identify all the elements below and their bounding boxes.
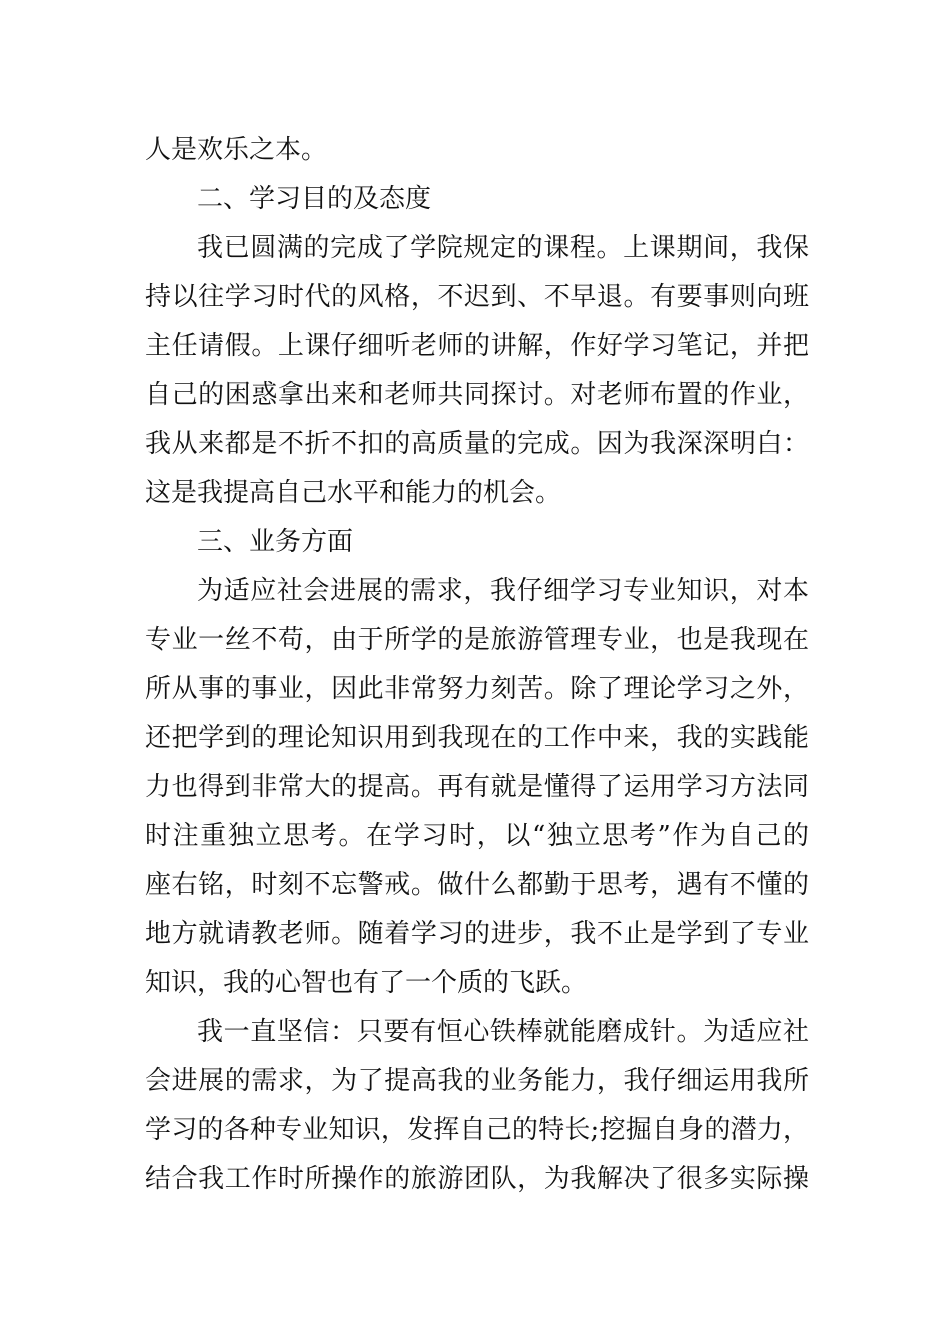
section-heading-business: 三、业务方面	[197, 527, 354, 557]
paragraph-line: 我从来都是不折不扣的高质量的完成。因为我深深明白：	[145, 429, 809, 459]
paragraph-line: 会进展的需求，为了提高我的业务能力，我仔细运用我所	[145, 1066, 809, 1096]
paragraph-line: 知识，我的心智也有了一个质的飞跃。	[145, 968, 588, 998]
paragraph-line: 学习的各种专业知识，发挥自己的特长;挖掘自身的潜力，	[145, 1115, 809, 1145]
paragraph-line: 时注重独立思考。在学习时，以“独立思考”作为自己的	[145, 821, 809, 851]
section-heading-learning-purpose: 二、学习目的及态度	[197, 184, 432, 214]
paragraph-line: 持以往学习时代的风格，不迟到、不早退。有要事则向班	[145, 282, 809, 312]
paragraph-line: 结合我工作时所操作的旅游团队，为我解决了很多实际操	[145, 1164, 809, 1194]
paragraph-line: 我一直坚信：只要有恒心铁棒就能磨成针。为适应社	[197, 1017, 809, 1047]
paragraph-line: 地方就请教老师。随着学习的进步，我不止是学到了专业	[145, 919, 809, 949]
paragraph-line: 所从事的事业，因此非常努力刻苦。除了理论学习之外，	[145, 674, 809, 704]
paragraph-line: 自己的困惑拿出来和老师共同探讨。对老师布置的作业，	[145, 380, 809, 410]
paragraph-line: 专业一丝不苟，由于所学的是旅游管理专业，也是我现在	[145, 625, 809, 655]
paragraph-line: 还把学到的理论知识用到我现在的工作中来，我的实践能	[145, 723, 809, 753]
paragraph-line: 这是我提高自己水平和能力的机会。	[145, 478, 562, 508]
paragraph-line: 为适应社会进展的需求，我仔细学习专业知识，对本	[197, 576, 809, 606]
paragraph-line: 力也得到非常大的提高。再有就是懂得了运用学习方法同	[145, 772, 809, 802]
body-text	[145, 126, 809, 1204]
paragraph-line: 主任请假。上课仔细听老师的讲解，作好学习笔记，并把	[145, 331, 809, 361]
paragraph-line: 我已圆满的完成了学院规定的课程。上课期间，我保	[197, 233, 809, 263]
paragraph-line: 座右铭，时刻不忘警戒。做什么都勤于思考，遇有不懂的	[145, 870, 809, 900]
paragraph-line: 人是欢乐之本。	[145, 135, 328, 165]
